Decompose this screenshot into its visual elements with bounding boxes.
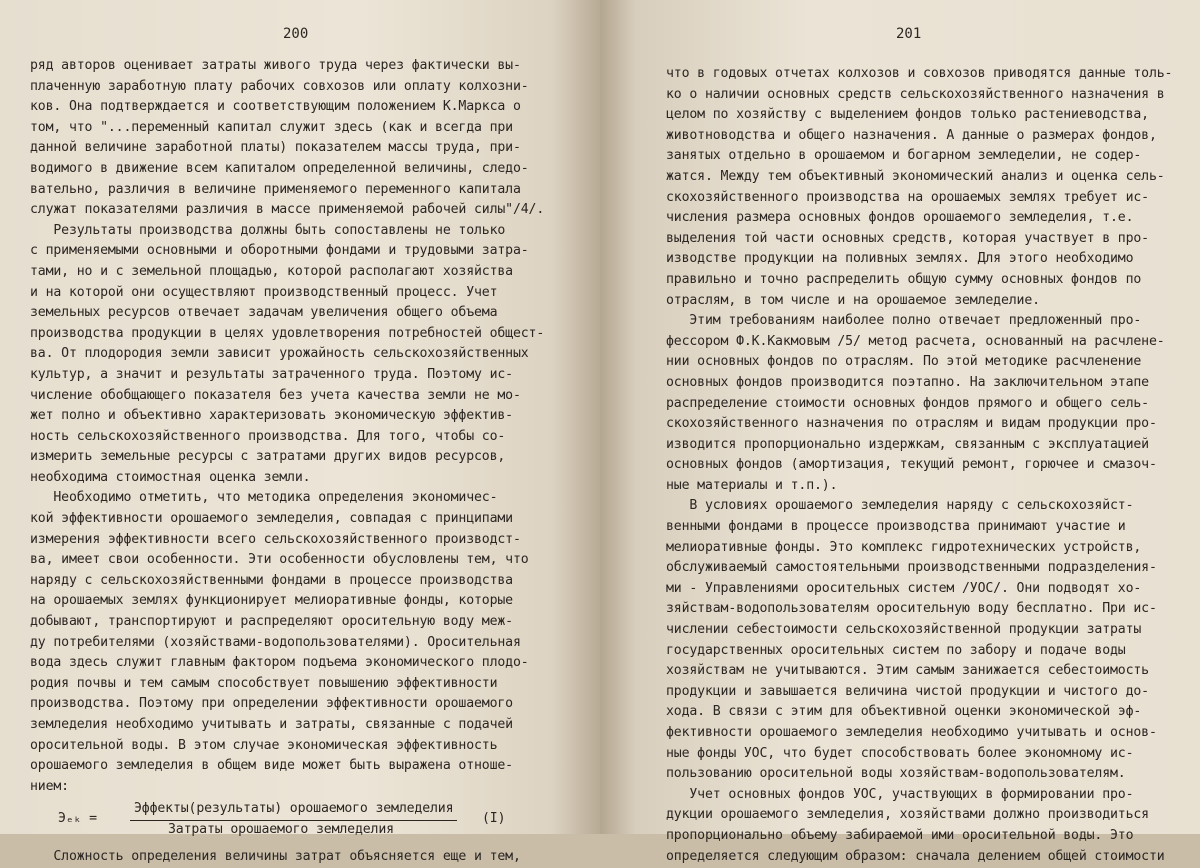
text-line: изводится пропорционально издержкам, связанным с эксплуатацией [666,436,1149,452]
text-line: ко о наличии основных средств сельскохозяйственного назначения в [666,86,1165,102]
text-line: Сложность определения величины затрат объясняется еще и тем, [30,849,521,865]
text-line: отраслям, в том числе и на орошаемое земледелие. [666,292,1040,308]
text-line: ные фонды УОС, что будет способствовать более экономному ис- [666,745,1134,761]
text-line: родия почвы и тем самым способствует повышению эффективности [30,675,498,691]
text-line: культур, а значит и результаты затраченного труда. Поэтому ис- [30,366,513,382]
text-line: числение обобщающего показателя без учета качества земли не мо- [30,387,521,403]
text-line: водимого в движение всем капиталом определенной величины, следо- [30,160,529,176]
text-line: зяйствам-водопользователям оросительную воду бесплатно. При ис- [666,601,1157,617]
text-line: что в годовых отчетах колхозов и совхозов приводятся данные толь- [666,66,1173,81]
text-line: ков. Она подтверждается и соответствующим положением К.Маркса о [30,99,521,115]
text-line: животноводства и общего назначения. А данные о размерах фондов, [666,127,1157,143]
text-line: числения размера основных фондов орошаемого земледелия, т.е. [666,210,1134,226]
text-line: кой эффективности орошаемого земледелия, совпадая с принципами [30,511,513,527]
text-line: жатся. Между тем объективный экономический анализ и оценка сель- [666,168,1165,184]
text-line: фессором Ф.К.Какмовым /5/ метод расчета, основанный на расчлене- [666,333,1165,349]
text-line: фективности орошаемого земледелия необходимо учитывать и основ- [666,725,1157,740]
text-line: скохозяйственного производства на орошаемых землях требует ис- [666,189,1149,205]
text-line: с применяемыми основными и оборотными фондами и трудовыми затра- [30,243,529,259]
text-line: хозяйствам не учитываются. Этим самым занижается себестоимость [666,663,1149,679]
text-line: жет полно и объективно характеризовать экономическую эффектив- [30,408,513,424]
left-page [0,0,600,865]
text-line: земельных ресурсов отвечает задачам увеличения общего объема [30,305,498,321]
left-page-text [30,56,560,868]
text-line: ность сельскохозяйственного производства. Для того, чтобы со- [30,428,506,444]
formula-equation-number: (I) [482,811,506,827]
text-line: необходима стоимостная оценка земли. [30,469,311,485]
text-line: ва. От плодородия земли зависит урожайность сельскохозяйственных [30,346,529,362]
text-line: ду потребителями (хозяйствами-водопользователями). Оросительная [30,634,521,650]
text-line: мелиоративные фонды. Это комплекс гидротехнических устройств, [666,539,1142,555]
text-line: добывают, транспортируют и распределяют оросительную воду меж- [30,614,513,630]
text-line: Результаты производства должны быть сопоставлены не только [30,222,506,238]
formula-lhs: Эₑₖ = [58,811,97,827]
text-line: правильно и точно распределить общую сумму основных фондов по [666,271,1142,287]
text-line: выделения той части основных средств, которая участвует в про- [666,230,1149,246]
text-line: ные материалы и т.п.). [666,477,838,493]
text-line: определяется следующим образом: сначала делением общей стоимости [666,848,1165,864]
text-line: ми - Управлениями оросительных систем /УОС/. Они подводят хо- [666,580,1142,596]
text-line: хода. В связи с этим для объективной оценки экономической эф- [666,704,1142,720]
text-line: земледелия необходимо учитывать и затраты, связанные с подачей [30,717,513,732]
right-text-lines [666,64,1173,867]
text-line: изводстве продукции на поливных землях. Для этого необходимо [666,251,1134,267]
text-line: целом по хозяйству с выделением фондов только растениеводства, [666,107,1149,123]
text-line: государственных оросительных систем по забору и подаче воды [666,642,1126,658]
text-line: наряду с сельскохозяйственными фондами в процессе производства [30,572,513,588]
right-page [600,0,1200,864]
text-line: ва, имеет свои особенности. Эти особенности обусловлены тем, что [30,552,529,568]
text-line: нием: [30,778,69,794]
right-page-text [666,64,1173,867]
text-line: и на которой они осуществляют производственный процесс. Учет [30,284,498,300]
text-line: производства продукции в целях удовлетворения потребностей общест- [30,325,545,341]
text-line: производства. Поэтому при определении эффективности орошаемого [30,696,513,712]
text-line: ряд авторов оценивает затраты живого труда через фактически вы- [30,58,521,73]
text-line: на орошаемых землях функционирует мелиоративные фонды, которые [30,593,513,609]
text-line: занятых отдельно в орошаемом и богарном земледелии, не содер- [666,148,1142,164]
text-line: пропорционально объему забираемой ими оросительной воды. Это [666,827,1134,843]
text-line: основных фондов производится поэтапно. На заключительном этапе [666,374,1149,390]
text-line: данной величине заработной платы) показателем массы труда, при- [30,140,521,156]
text-line: основных фондов (амортизация, текущий ремонт, горючее и смазоч- [666,457,1157,473]
text-line: числении себестоимости сельскохозяйственной продукции затраты [666,622,1142,638]
text-line: дукции орошаемого земледелия, хозяйствами должно производиться [666,807,1149,823]
text-line: скохозяйственного назначения по отраслям и видам продукции про- [666,416,1157,432]
text-line: измерить земельные ресурсы с затратами других видов ресурсов, [30,449,506,465]
efficiency-formula [30,799,560,843]
text-line: вода здесь служит главным фактором подъема экономического плодо- [30,655,529,671]
page-number-right: 201 [896,26,922,42]
text-line: продукции и завышается величина чистой продукции и чистого до- [666,683,1149,699]
text-line: служат показателями различия в массе применяемой рабочей силы"/4/. [30,202,545,218]
text-line: распределение стоимости основных фондов прямого и общего сель- [666,395,1149,411]
text-line: плаченную заработную плату рабочих совхозов или оплату колхозни- [30,78,529,94]
text-line: обслуживаемый самостоятельными производственными подразделения- [666,560,1157,576]
text-line: Этим требованиям наиболее полно отвечает предложенный про- [666,313,1142,329]
page-number-left: 200 [283,26,309,42]
text-line: В условиях орошаемого земледелия наряду с сельскохозяйст- [666,498,1134,514]
text-line: оросительной воды. В этом случае экономическая эффективность [30,737,498,753]
text-line: измерения эффективности всего сельскохозяйственного производст- [30,531,521,547]
text-line: тами, но и с земельной площадью, которой располагают хозяйства [30,263,513,279]
text-line: венными фондами в процессе производства принимают участие и [666,519,1126,535]
text-line: пользованию оросительной воды хозяйствам-водопользователям. [666,766,1126,782]
text-line: Учет основных фондов УОС, участвующих в формировании про- [666,786,1134,802]
formula-numerator: Эффекты(результаты) орошаемого земледелия [130,799,457,821]
text-line: том, что "...переменный капитал служит здесь (как и всегда при [30,119,513,135]
left-text-after-formula [30,847,560,868]
formula-denominator: Затраты орошаемого земледелия [168,822,394,838]
text-line: Необходимо отметить, что методика определения экономичес- [30,490,498,506]
left-text-before-formula [30,56,560,797]
text-line: орошаемого земледелия в общем виде может быть выражена отноше- [30,758,513,774]
text-line: нии основных фондов по отраслям. По этой методике расчленение [666,354,1142,370]
text-line: вательно, различия в величине применяемого переменного капитала [30,181,521,197]
